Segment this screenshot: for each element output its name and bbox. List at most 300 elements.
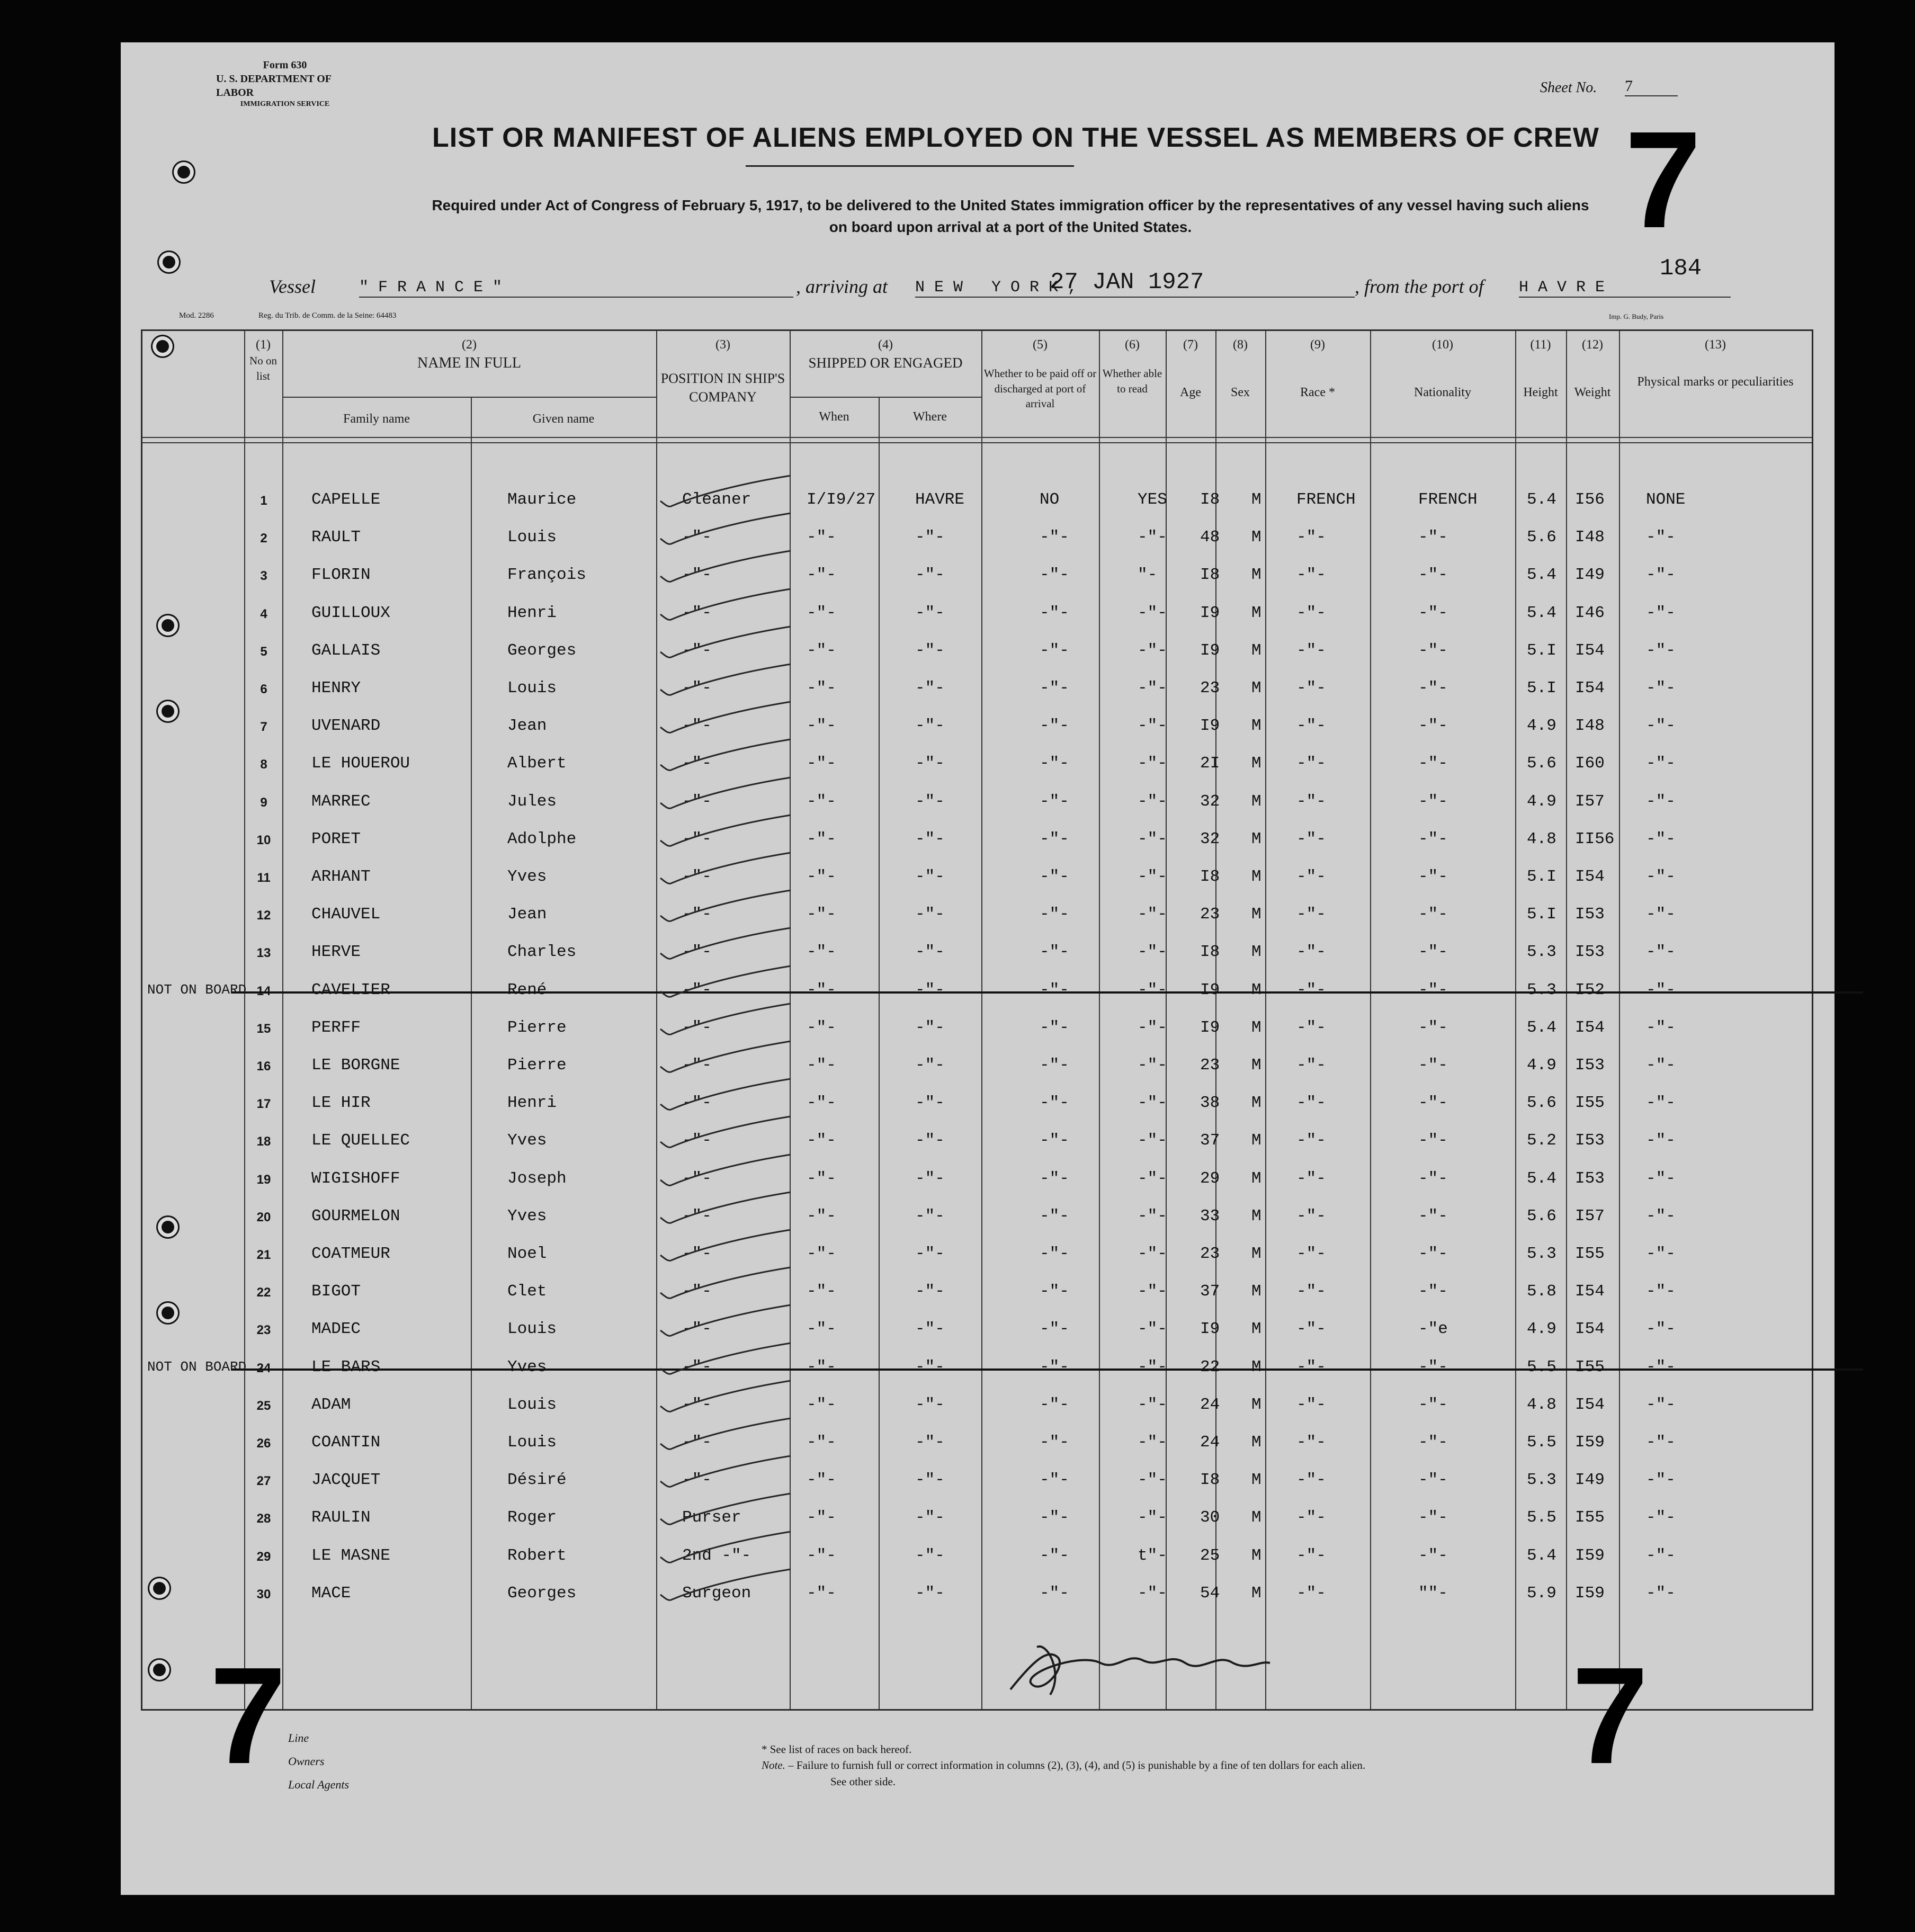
cell-family: FLORIN [311,566,371,585]
cell-nationality: -"- [1418,1245,1448,1263]
races-note: * See list of races on back hereof. [762,1743,912,1756]
cell-position: -"- [682,1245,712,1263]
cell-race: -"- [1296,566,1326,585]
check-mark [658,1153,796,1191]
check-mark [658,852,796,889]
check-mark [658,1003,796,1040]
check-mark [658,776,796,813]
cell-sex: M [1251,905,1261,924]
cell-nationality: -"- [1418,1282,1448,1301]
cell-where: -"- [915,754,945,773]
cell-read: -"- [1138,1471,1167,1490]
row-number: 24 [256,1361,271,1375]
table-row [121,1358,1835,1379]
table-row [121,1471,1835,1492]
cell-paid: -"- [1040,829,1069,848]
row-number: 11 [257,871,271,885]
cell-where: -"- [915,1094,945,1113]
cell-paid: -"- [1040,792,1069,811]
cell-where: -"- [915,1282,945,1301]
cell-marks: -"- [1646,1508,1676,1527]
cell-weight: I53 [1575,905,1605,924]
cell-sex: M [1251,490,1261,509]
table-row [121,981,1835,1002]
check-mark [658,1492,796,1529]
cell-nationality: -"- [1418,829,1448,848]
check-mark [658,1568,796,1605]
cell-sex: M [1251,641,1261,660]
cell-where: -"- [915,1471,945,1490]
cell-age: 24 [1200,1395,1220,1414]
table-row [121,1245,1835,1266]
table-row [121,1396,1835,1417]
from-port-label: , from the port of [1355,276,1484,297]
cell-when: -"- [807,905,836,924]
cell-when: -"- [807,1357,836,1376]
cell-race: -"- [1296,1131,1326,1150]
cell-height: 5.4 [1527,1546,1556,1565]
cell-when: -"- [807,1395,836,1414]
line-label: Line [288,1731,309,1745]
cell-where: -"- [915,1320,945,1339]
cell-family: LE HOUEROU [311,754,410,773]
cell-weight: I54 [1575,1395,1605,1414]
cell-given: Georges [507,641,577,660]
cell-weight: I49 [1575,1471,1605,1490]
row-number: 13 [256,946,271,961]
check-mark [658,663,796,700]
cell-nationality: -"- [1418,1471,1448,1490]
registry-note: Reg. du Trib. de Comm. de la Seine: 64483 [258,311,397,320]
cell-when: -"- [807,1320,836,1339]
cell-given: Louis [507,1395,557,1414]
col5-number: (5) [1033,338,1048,352]
cell-nationality: -"- [1418,1131,1448,1150]
cell-read: -"- [1138,1357,1167,1376]
cell-family: JACQUET [311,1471,381,1490]
cell-sex: M [1251,1584,1261,1603]
cell-race: -"- [1296,1584,1326,1603]
cell-given: Pierre [507,1018,567,1037]
cell-sex: M [1251,1357,1261,1376]
cell-family: GUILLOUX [311,603,390,622]
penalty-note [762,1757,1715,1773]
cell-given: Clet [507,1282,547,1301]
table-row [121,905,1835,926]
cell-position: -"- [682,1320,712,1339]
cell-marks: -"- [1646,1056,1676,1075]
cell-given: Roger [507,1508,557,1527]
cell-age: 24 [1200,1433,1220,1452]
cell-paid: -"- [1040,1320,1069,1339]
cell-read: "- [1138,566,1158,585]
cell-paid: -"- [1040,1245,1069,1263]
row-number: 18 [256,1134,271,1149]
cell-age: I9 [1200,1320,1220,1339]
check-mark [658,889,796,926]
cell-race: -"- [1296,641,1326,660]
row-number: 21 [256,1248,271,1262]
cell-family: WIGISHOFF [311,1169,400,1188]
cell-weight: I55 [1575,1094,1605,1113]
cell-race: -"- [1296,867,1326,886]
table-row [121,1056,1835,1077]
table-row [121,604,1835,625]
cell-age: I8 [1200,490,1220,509]
cell-age: I9 [1200,641,1220,660]
cell-marks: -"- [1646,1357,1676,1376]
cell-height: 5.I [1527,867,1556,886]
cell-weight: I49 [1575,566,1605,585]
row-number: 20 [256,1210,271,1224]
cell-race: -"- [1296,717,1326,736]
printer-credit: Imp. G. Budy, Paris [1609,312,1664,320]
cell-height: 4.8 [1527,1395,1556,1414]
cell-nationality: -"- [1418,1206,1448,1226]
cell-height: 5.5 [1527,1357,1556,1376]
cell-marks: -"- [1646,1018,1676,1037]
cell-height: 5.6 [1527,528,1556,547]
cell-position: -"- [682,905,712,924]
cell-weight: I54 [1575,1282,1605,1301]
note-text: – Failure to furnish full or correct information in columns (2), (3), (4), and (5) is punishable by a fine of ten dollars for each alien. [788,1759,1366,1772]
cell-read: -"- [1138,1282,1167,1301]
col7-number: (7) [1183,338,1198,352]
cell-weight: I57 [1575,792,1605,811]
act-notice-line-1: Required under Act of Congress of February 5, 1917, to be delivered to the United States immigration officer by the representatives of any vessel having such aliens [432,197,1589,213]
cell-marks: -"- [1646,792,1676,811]
cell-position: -"- [682,1433,712,1452]
cell-given: Albert [507,754,567,773]
footer-labels [288,1727,349,1796]
table-row [121,566,1835,587]
cell-when: -"- [807,717,836,736]
cell-position: -"- [682,1282,712,1301]
col4-label: SHIPPED OR ENGAGED [808,355,963,371]
row-number: 4 [260,606,267,621]
cell-race: -"- [1296,829,1326,848]
cell-marks: NONE [1646,490,1686,509]
cell-read: -"- [1138,1433,1167,1452]
row-number: 25 [256,1398,271,1413]
cell-weight: I59 [1575,1584,1605,1603]
table-row [121,1169,1835,1191]
cell-position: -"- [682,1395,712,1414]
cell-paid: -"- [1040,679,1069,697]
cell-weight: I52 [1575,980,1605,999]
check-mark [658,1531,796,1568]
cell-paid: -"- [1040,1206,1069,1226]
cell-race: -"- [1296,1245,1326,1263]
cell-sex: M [1251,943,1261,962]
cell-nationality: -"- [1418,1395,1448,1414]
row-number: 17 [256,1097,271,1112]
cell-position: 2nd -"- [682,1546,751,1565]
cell-height: 5.I [1527,679,1556,697]
cell-age: 32 [1200,792,1220,811]
cell-sex: M [1251,1395,1261,1414]
cell-marks: -"- [1646,1131,1676,1150]
cell-height: 5.8 [1527,1282,1556,1301]
cell-marks: -"- [1646,641,1676,660]
cell-weight: I54 [1575,641,1605,660]
cell-race: -"- [1296,1018,1326,1037]
cell-marks: -"- [1646,829,1676,848]
service-label: IMMIGRATION SERVICE [240,100,330,108]
inspector-signature [1000,1631,1275,1705]
cell-when: -"- [807,641,836,660]
cell-weight: I55 [1575,1508,1605,1527]
cell-given: Pierre [507,1056,567,1075]
cell-read: t"- [1138,1546,1167,1565]
not-on-board-note: NOT ON BOARD [147,1358,247,1375]
cell-marks: -"- [1646,980,1676,999]
cell-family: LE QUELLEC [311,1131,410,1150]
cell-paid: -"- [1040,1131,1069,1150]
cell-age: 54 [1200,1584,1220,1603]
cell-read: -"- [1138,1320,1167,1339]
cell-paid: NO [1040,490,1060,509]
note-label: Note. [762,1759,785,1772]
cell-sex: M [1251,1131,1261,1150]
cell-race: -"- [1296,1320,1326,1339]
cell-family: UVENARD [311,717,381,736]
cell-age: I8 [1200,1471,1220,1490]
cell-when: -"- [807,1471,836,1490]
department-label: U. S. DEPARTMENT OF LABOR [216,73,332,99]
cell-weight: I60 [1575,754,1605,773]
check-mark [658,1040,796,1077]
table-row [121,1094,1835,1115]
col1-number: (1) [256,338,271,352]
cell-when: -"- [807,1056,836,1075]
cell-race: -"- [1296,1508,1326,1527]
table-row [121,641,1835,663]
cell-given: Joseph [507,1169,567,1188]
cell-paid: -"- [1040,754,1069,773]
cell-when: -"- [807,1433,836,1452]
cell-height: 5.3 [1527,943,1556,962]
cell-where: -"- [915,1245,945,1263]
cell-weight: I54 [1575,867,1605,886]
cell-read: -"- [1138,1131,1167,1150]
cell-race: -"- [1296,603,1326,622]
cell-paid: -"- [1040,1018,1069,1037]
cell-race: FRENCH [1296,490,1356,509]
cell-race: -"- [1296,754,1326,773]
cell-marks: -"- [1646,1169,1676,1188]
row-number: 3 [260,569,267,584]
check-mark [658,512,796,549]
cell-sex: M [1251,829,1261,848]
col13-number: (13) [1705,338,1726,352]
big-sheet-number-top: 7 [1625,103,1702,257]
header-when: When [819,410,849,424]
cell-read: -"- [1138,717,1167,736]
cell-read: -"- [1138,792,1167,811]
cell-weight: I55 [1575,1245,1605,1263]
cell-when: -"- [807,829,836,848]
cell-read: YES [1138,490,1167,509]
cell-marks: -"- [1646,754,1676,773]
cell-age: 29 [1200,1169,1220,1188]
col6-number: (6) [1125,338,1140,352]
check-mark [658,1191,796,1228]
cell-sex: M [1251,867,1261,886]
cell-sex: M [1251,1320,1261,1339]
cell-sex: M [1251,1056,1261,1075]
cell-position: Surgeon [682,1584,751,1603]
cell-position: -"- [682,1056,712,1075]
row-number: 7 [260,720,267,735]
cell-family: BIGOT [311,1282,361,1301]
cell-marks: -"- [1646,867,1676,886]
cell-sex: M [1251,1508,1261,1527]
cell-weight: I59 [1575,1546,1605,1565]
table-row [121,1584,1835,1605]
cell-when: -"- [807,1206,836,1226]
cell-given: Louis [507,679,557,697]
vessel-name: " F R A N C E " [359,279,793,298]
cell-race: -"- [1296,980,1326,999]
cell-nationality: -"e [1418,1320,1448,1339]
table-row [121,1546,1835,1568]
header-given-name: Given name [532,412,595,426]
cell-given: Georges [507,1584,577,1603]
cell-position: -"- [682,943,712,962]
cell-given: Désiré [507,1471,567,1490]
cell-height: 5.2 [1527,1131,1556,1150]
cell-marks: -"- [1646,566,1676,585]
table-row [121,1131,1835,1152]
act-notice-line-2: on board upon arrival at a port of the United States. [829,218,1192,235]
cell-marks: -"- [1646,1433,1676,1452]
table-row [121,1320,1835,1341]
row-number: 19 [256,1172,271,1187]
cell-where: -"- [915,1508,945,1527]
cell-where: -"- [915,1433,945,1452]
table-row [121,830,1835,851]
cell-age: I8 [1200,566,1220,585]
cell-position: -"- [682,641,712,660]
cell-weight: I46 [1575,603,1605,622]
cell-position: -"- [682,1131,712,1150]
cell-sex: M [1251,679,1261,697]
cell-height: 4.9 [1527,1056,1556,1075]
cell-sex: M [1251,1018,1261,1037]
cell-read: -"- [1138,1395,1167,1414]
cell-when: -"- [807,1094,836,1113]
cell-height: 5.9 [1527,1584,1556,1603]
sheet-number: 7 [1625,77,1678,96]
cell-read: -"- [1138,905,1167,924]
arrival-date-stamp: 27 JAN 1927 [1050,269,1204,296]
cell-given: René [507,980,547,999]
cell-position: -"- [682,717,712,736]
cell-sex: M [1251,603,1261,622]
cell-race: -"- [1296,1471,1326,1490]
cell-weight: I55 [1575,1357,1605,1376]
cell-age: 23 [1200,1056,1220,1075]
check-mark [658,1078,796,1115]
cell-read: -"- [1138,528,1167,547]
cell-nationality: -"- [1418,603,1448,622]
cell-when: -"- [807,1245,836,1263]
form-number: Form 630 [263,59,307,71]
cell-when: -"- [807,867,836,886]
cell-family: LE MASNE [311,1546,390,1565]
cell-position: -"- [682,566,712,585]
row-number: 23 [256,1323,271,1338]
cell-race: -"- [1296,1056,1326,1075]
cell-height: 5.5 [1527,1508,1556,1527]
cell-family: ARHANT [311,867,371,886]
cell-paid: -"- [1040,641,1069,660]
cell-weight: I54 [1575,1018,1605,1037]
cell-when: I/I9/27 [807,490,876,509]
cell-paid: -"- [1040,1433,1069,1452]
cell-height: 5.3 [1527,1471,1556,1490]
cell-weight: I53 [1575,1056,1605,1075]
check-mark [658,1229,796,1266]
cell-given: Robert [507,1546,567,1565]
cell-nationality: -"- [1418,980,1448,999]
cell-nationality: -"- [1418,1546,1448,1565]
check-mark [658,965,796,1002]
check-mark [658,701,796,738]
table-row [121,490,1835,512]
cell-position: Purser [682,1508,741,1527]
table-row [121,1282,1835,1303]
cell-where: -"- [915,1395,945,1414]
cell-age: 23 [1200,1245,1220,1263]
check-mark [658,927,796,964]
cell-nationality: -"- [1418,1018,1448,1037]
table-row [121,1207,1835,1228]
cell-read: -"- [1138,829,1167,848]
cell-height: 4.9 [1527,792,1556,811]
cell-nationality: -"- [1418,792,1448,811]
cell-age: I8 [1200,867,1220,886]
cell-nationality: -"- [1418,717,1448,736]
check-mark [658,1266,796,1303]
cell-read: -"- [1138,1584,1167,1603]
cell-sex: M [1251,1206,1261,1226]
footer-notes [762,1741,1715,1790]
cell-race: -"- [1296,905,1326,924]
check-mark [658,1417,796,1454]
cell-weight: I53 [1575,1131,1605,1150]
sheet-label: Sheet No. [1540,79,1597,96]
cell-where: -"- [915,717,945,736]
cell-nationality: -"- [1418,1169,1448,1188]
cell-paid: -"- [1040,717,1069,736]
cell-paid: -"- [1040,1169,1069,1188]
check-mark [658,625,796,663]
cell-given: Louis [507,528,557,547]
cell-position: -"- [682,980,712,999]
check-mark [658,1304,796,1341]
col9-number: (9) [1310,338,1325,352]
cell-where: -"- [915,792,945,811]
cell-when: -"- [807,566,836,585]
cell-age: 37 [1200,1131,1220,1150]
cell-weight: I54 [1575,679,1605,697]
cell-weight: I54 [1575,1320,1605,1339]
cell-marks: -"- [1646,1282,1676,1301]
cell-race: -"- [1296,1206,1326,1226]
cell-when: -"- [807,1018,836,1037]
